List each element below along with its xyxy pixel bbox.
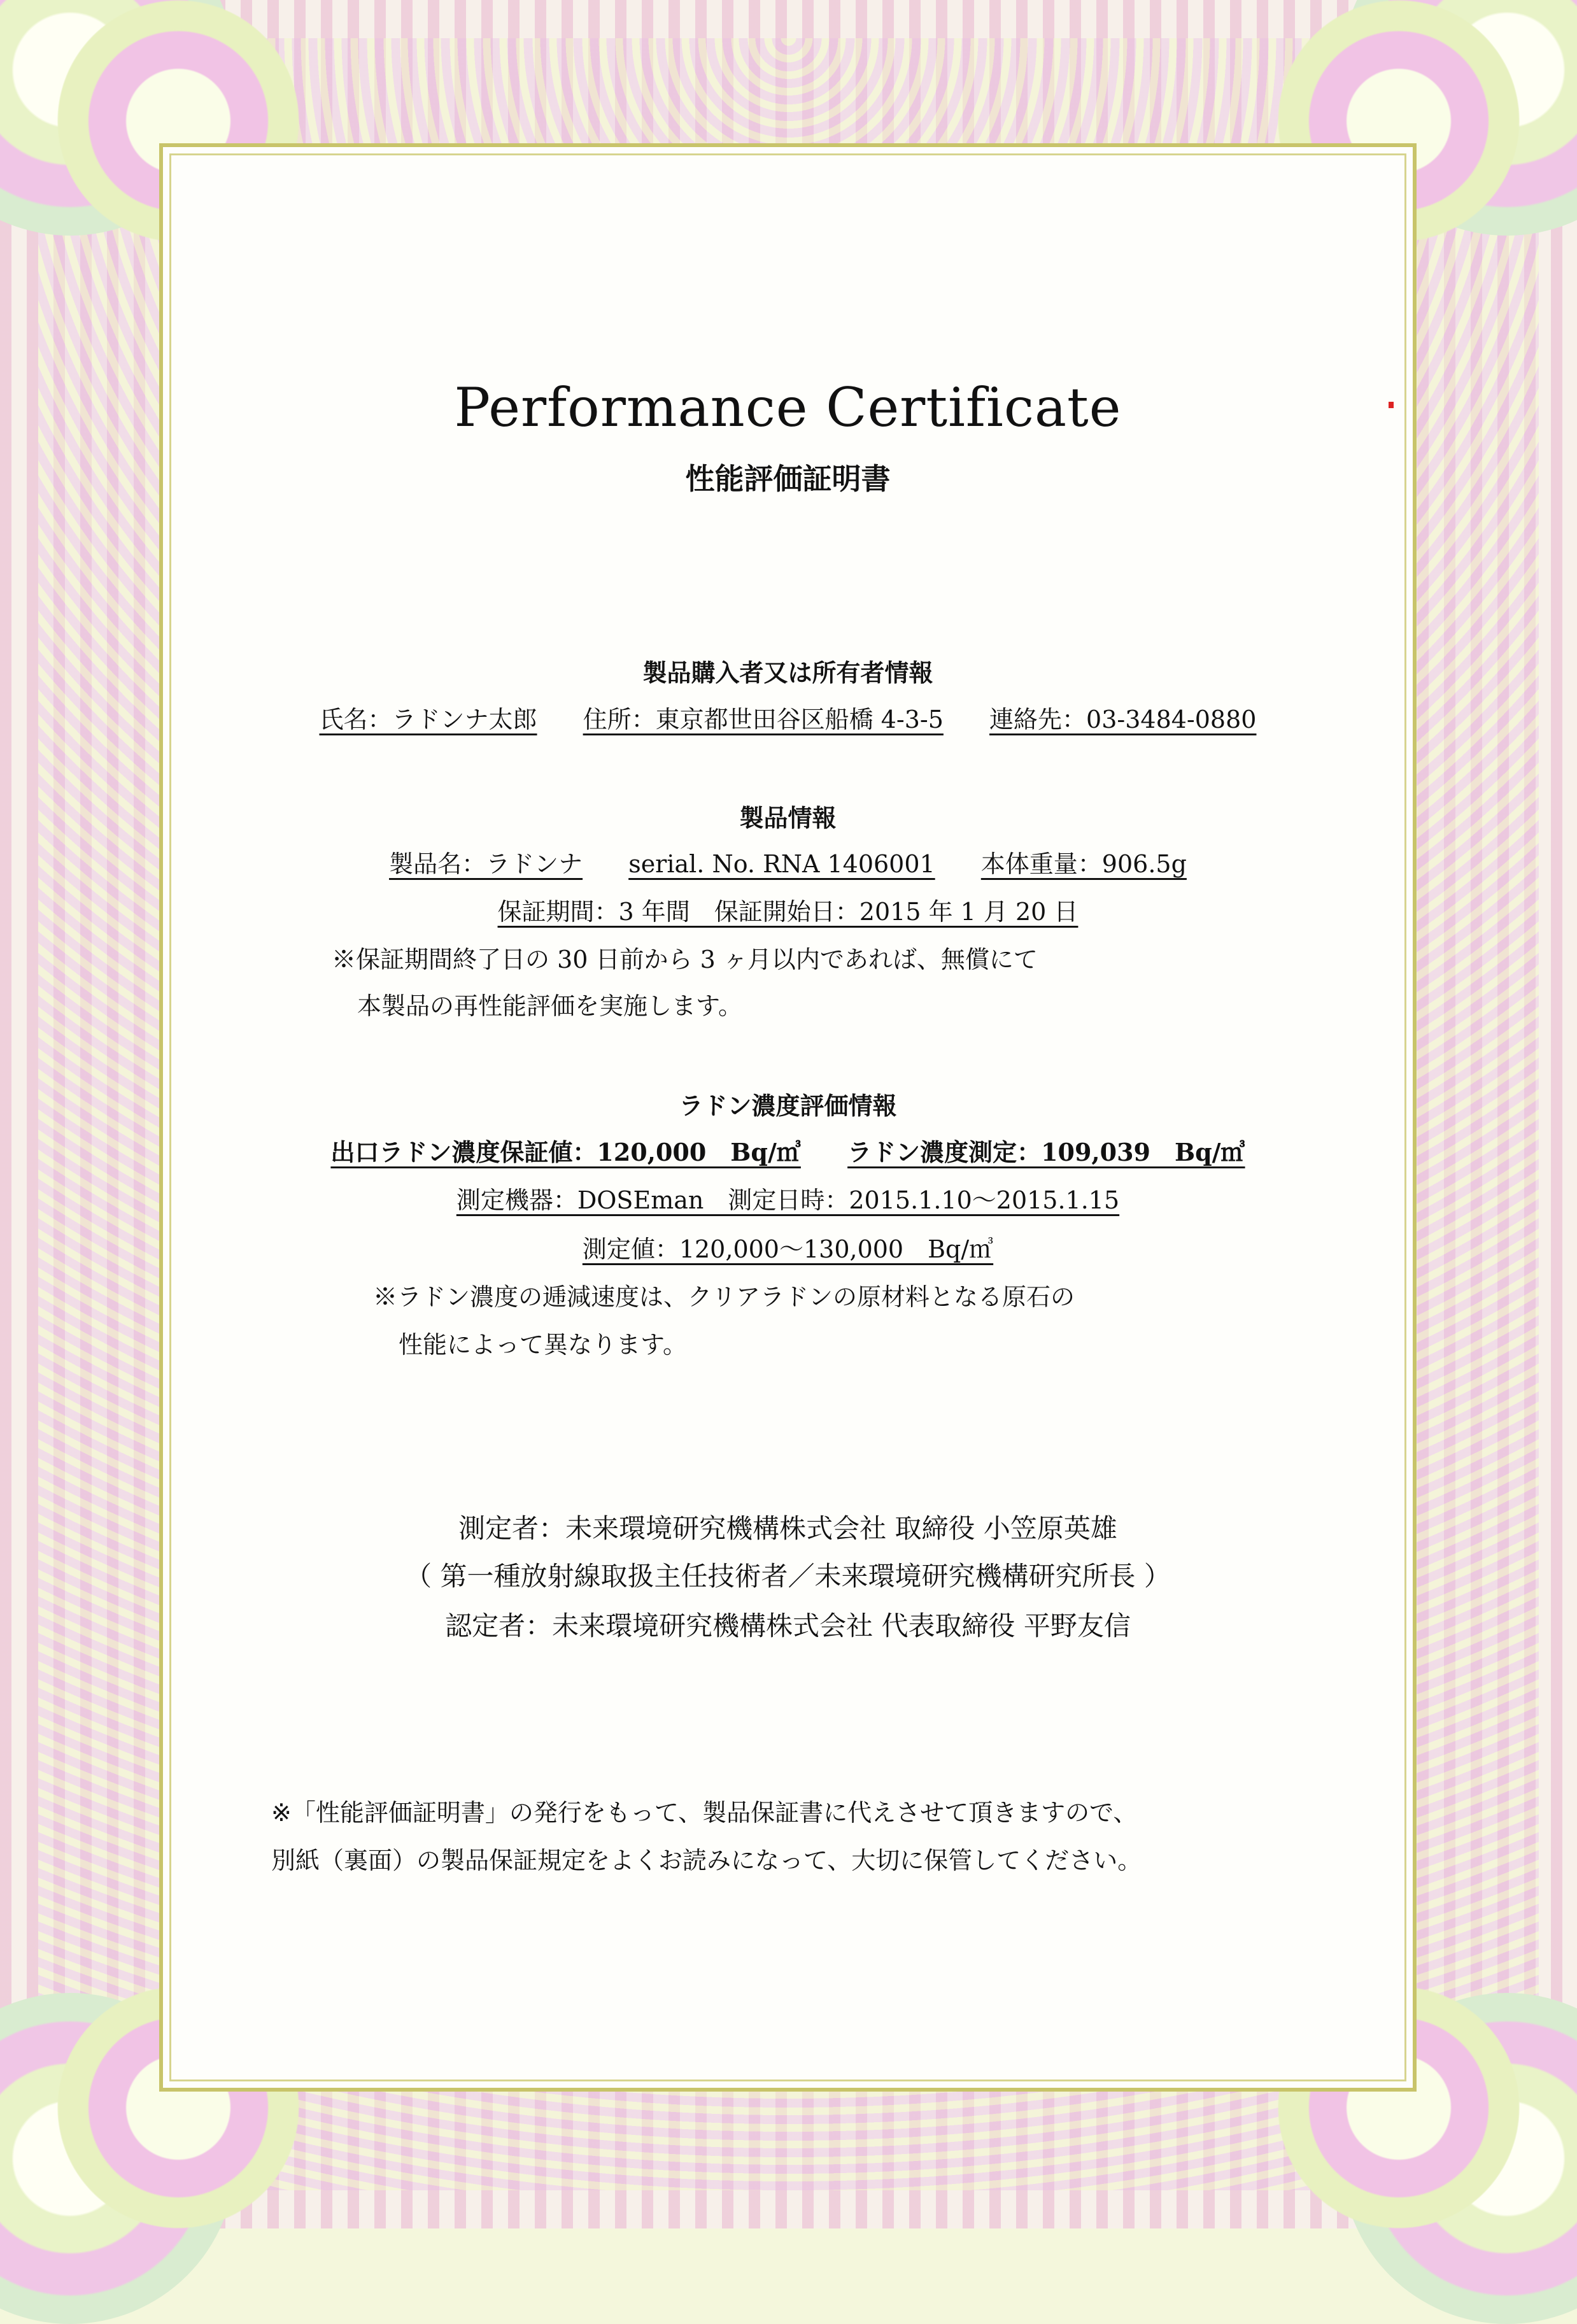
certificate-paper xyxy=(159,143,1417,2092)
measurer-title-line: （ 第一種放射線取扱主任技術者／未来環境研究機構研究所長 ） xyxy=(405,1561,1171,1592)
product-heading: 製品情報 xyxy=(739,804,837,832)
warranty-line xyxy=(163,892,1413,927)
footer-note-2: 別紙（裏面）の製品保証規定をよくお読みになって、大切に保管してください。 xyxy=(271,1846,1142,1874)
radon-measured: ラドン濃度測定：109,039 Bq/㎥ xyxy=(847,1138,1245,1166)
radon-range: 測定値：120,000〜130,000 Bq/㎥ xyxy=(582,1235,994,1263)
owner-heading: 製品購入者又は所有者情報 xyxy=(642,659,933,687)
measurer-line: 測定者：未来環境研究機構株式会社 取締役 小笠原英雄 xyxy=(458,1513,1117,1544)
product-weight: 本体重量：906.5g xyxy=(980,850,1187,878)
product-serial: serial. No. RNA 1406001 xyxy=(628,850,935,878)
certificate-title: Performance Certificate xyxy=(454,376,1122,439)
owner-name: 氏名：ラドンナ太郎 xyxy=(319,705,537,733)
warranty-note-1: ※保証期間終了日の 30 日前から 3 ヶ月以内であれば、無償にて xyxy=(332,946,1038,974)
radon-device-line xyxy=(163,1180,1413,1215)
owner-address: 住所：東京都世田谷区船橋 4-3-5 xyxy=(583,705,944,733)
certifier-line: 認定者：未来環境研究機構株式会社 代表取締役 平野友信 xyxy=(445,1610,1131,1641)
owner-contact: 連絡先：03-3484-0880 xyxy=(989,705,1257,733)
product-name: 製品名：ラドンナ xyxy=(389,850,583,878)
radon-note-1: ※ラドン濃度の逓減速度は、クリアラドンの原材料となる原石の xyxy=(373,1283,1075,1311)
radon-guaranteed: 出口ラドン濃度保証値：120,000 Bq/㎥ xyxy=(330,1138,801,1166)
radon-heading: ラドン濃度評価情報 xyxy=(679,1092,897,1120)
radon-range-line xyxy=(163,1229,1413,1265)
radon-values-line xyxy=(163,1133,1413,1168)
warranty-note-2: 本製品の再性能評価を実施します。 xyxy=(357,992,742,1020)
certificate-subtitle: 性能評価証明書 xyxy=(685,462,891,496)
owner-info-line xyxy=(163,700,1413,735)
radon-device: 測定機器：DOSEman 測定日時：2015.1.10〜2015.1.15 xyxy=(456,1186,1120,1214)
radon-note-2: 性能によって異なります。 xyxy=(399,1331,687,1359)
footer-note-1: ※「性能評価証明書」の発行をもって、製品保証書に代えさせて頂きますので、 xyxy=(271,1799,1138,1827)
warranty-period: 保証期間：3 年間 保証開始日：2015 年 1 月 20 日 xyxy=(497,898,1078,926)
product-info-line xyxy=(163,844,1413,879)
